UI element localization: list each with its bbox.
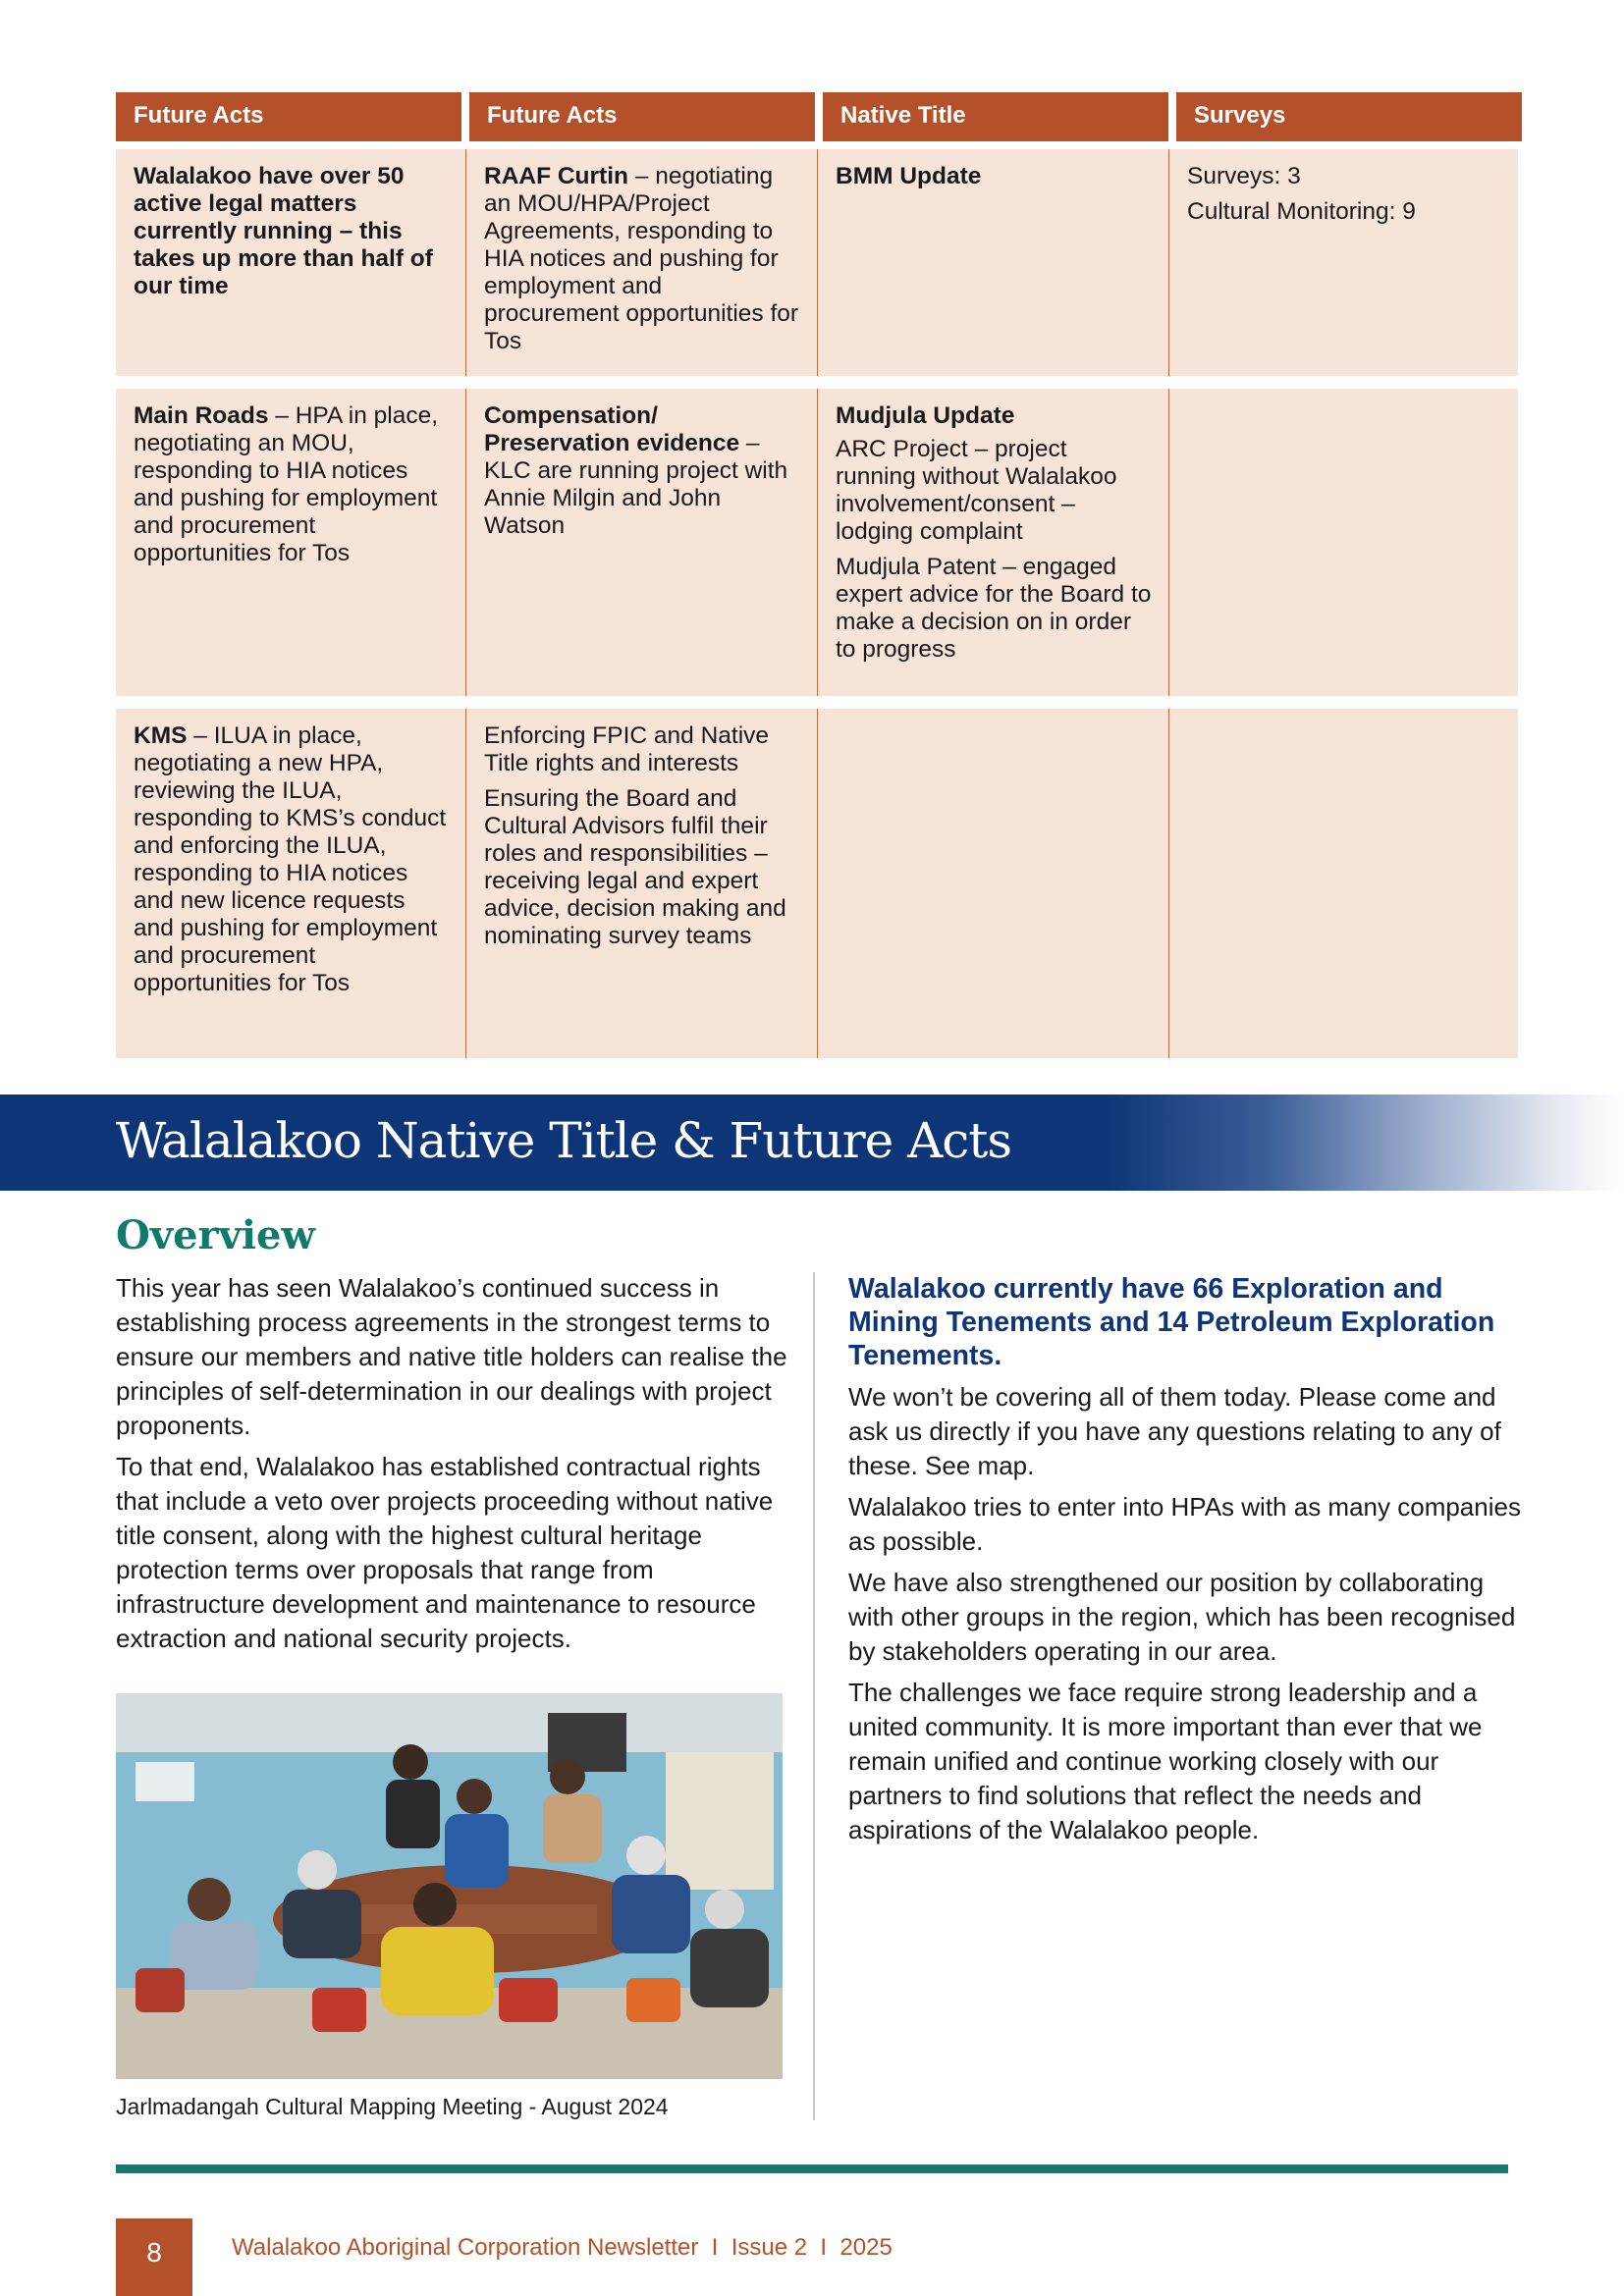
right-column xyxy=(848,1272,1526,1854)
cell-text xyxy=(134,722,450,997)
cell-body: ARC Project – project running without Walalakoo involvement/consent – lodging complaint xyxy=(836,436,1117,545)
cell-body: Mudjula Patent – engaged expert advice for the Board to make a decision on in order to progress xyxy=(836,554,1152,663)
cell-text: Walalakoo have over 50 active legal matters currently running – this takes up more than half of our time xyxy=(134,163,433,299)
table-cell xyxy=(465,709,817,1058)
table-cell xyxy=(465,389,817,696)
cell-text xyxy=(484,163,801,355)
cell-body: – HPA in place, negotiating an MOU, responding to HIA notices and pushing for employment and procurement opportunities for Tos xyxy=(134,402,439,566)
overview-heading: Overview xyxy=(116,1212,315,1258)
cell-text xyxy=(134,402,450,567)
table-cell xyxy=(817,149,1168,376)
meeting-photo-illustration xyxy=(116,1693,783,2079)
header-native-title: Native Title xyxy=(823,92,1168,141)
cell-body: – ILUA in place, negotiating a new HPA, reviewing the ILUA, responding to KMS’s conduct and enforcing the ILUA, responding to HIA notices and new licence requests and pushing for employment and procurement opportunities for Tos xyxy=(134,722,447,996)
paragraph: The challenges we face require strong leadership and a united community. It is more important than ever that we remain unified and continue working closely with our partners to find solutions that reflect the needs and aspirations of the Walalakoo people. xyxy=(848,1678,1483,1844)
left-column xyxy=(116,1271,793,1663)
table-cell xyxy=(817,709,1168,1058)
table-cell xyxy=(1168,149,1518,376)
paragraph: We won’t be covering all of them today. Please come and ask us directly if you have any questions relating to any of these. See map. xyxy=(848,1382,1501,1480)
footer-text: Walalakoo Aboriginal Corporation Newsletter I Issue 2 I 2025 xyxy=(232,2234,893,2261)
cell-bold: Compensation/ Preservation evidence xyxy=(484,402,740,456)
activity-table xyxy=(116,92,1518,1071)
table-row xyxy=(116,709,1518,1058)
header-surveys: Surveys xyxy=(1176,92,1522,141)
cell-text xyxy=(484,402,801,540)
cell-bold: RAAF Curtin xyxy=(484,163,628,189)
table-cell xyxy=(116,389,465,696)
table-cell xyxy=(817,389,1168,696)
cell-bold: KMS xyxy=(134,722,188,749)
section-banner xyxy=(0,1095,1624,1191)
cell-body: – negotiating an MOU/HPA/Project Agreements, responding to HIA notices and pushing for employment and procurement opportunities for Tos xyxy=(484,163,799,354)
table-cell xyxy=(1168,709,1518,1058)
page-number: 8 xyxy=(116,2218,192,2296)
footer-rule xyxy=(116,2164,1508,2173)
photo-caption: Jarlmadangah Cultural Mapping Meeting - August 2024 xyxy=(116,2094,669,2119)
table-header xyxy=(116,92,1518,141)
cell-bold: Mudjula Update xyxy=(836,402,1015,429)
paragraph: To that end, Walalakoo has established contractual rights that include a veto over projects proceeding without native title consent, along with the highest cultural heritage protection terms over proposals that range from infrastructure development and maintenance to resource extraction and national security projects. xyxy=(116,1452,774,1653)
cultural-monitoring-count: Cultural Monitoring: 9 xyxy=(1187,198,1416,225)
column-divider xyxy=(813,1272,815,2120)
table-row xyxy=(116,145,1518,376)
section-title: Walalakoo Native Title & Future Acts xyxy=(116,1112,1011,1169)
table-cell xyxy=(116,709,465,1058)
surveys-count: Surveys: 3 xyxy=(1187,163,1301,189)
cell-bold: BMM Update xyxy=(836,163,982,189)
cell-bold: Main Roads xyxy=(134,402,269,429)
cell-body: Enforcing FPIC and Native Title rights and interests xyxy=(484,722,770,776)
cell-body: – KLC are running project with Annie Milgin and John Watson xyxy=(484,430,788,539)
table-row xyxy=(116,389,1518,696)
paragraph: We have also strengthened our position by collaborating with other groups in the region, which has been recognised by stakeholders operating in our area. xyxy=(848,1568,1516,1666)
table-cell xyxy=(465,149,817,376)
tenements-heading: Walalakoo currently have 66 Exploration and Mining Tenements and 14 Petroleum Exploration Tenements. xyxy=(848,1273,1495,1371)
paragraph: Walalakoo tries to enter into HPAs with as many companies as possible. xyxy=(848,1492,1521,1556)
table-cell xyxy=(116,149,465,376)
meeting-photo xyxy=(116,1693,783,2079)
cell-body: Ensuring the Board and Cultural Advisors fulfil their roles and responsibilities – receiving legal and expert advice, decision making and nominating survey teams xyxy=(484,785,786,949)
paragraph: This year has seen Walalakoo’s continued success in establishing process agreements in the strongest terms to ensure our members and native title holders can realise the principles of self-determination in our dealings with project proponents. xyxy=(116,1273,787,1440)
header-future-acts-1: Future Acts xyxy=(116,92,461,141)
table-cell xyxy=(1168,389,1518,696)
header-future-acts-2: Future Acts xyxy=(469,92,815,141)
